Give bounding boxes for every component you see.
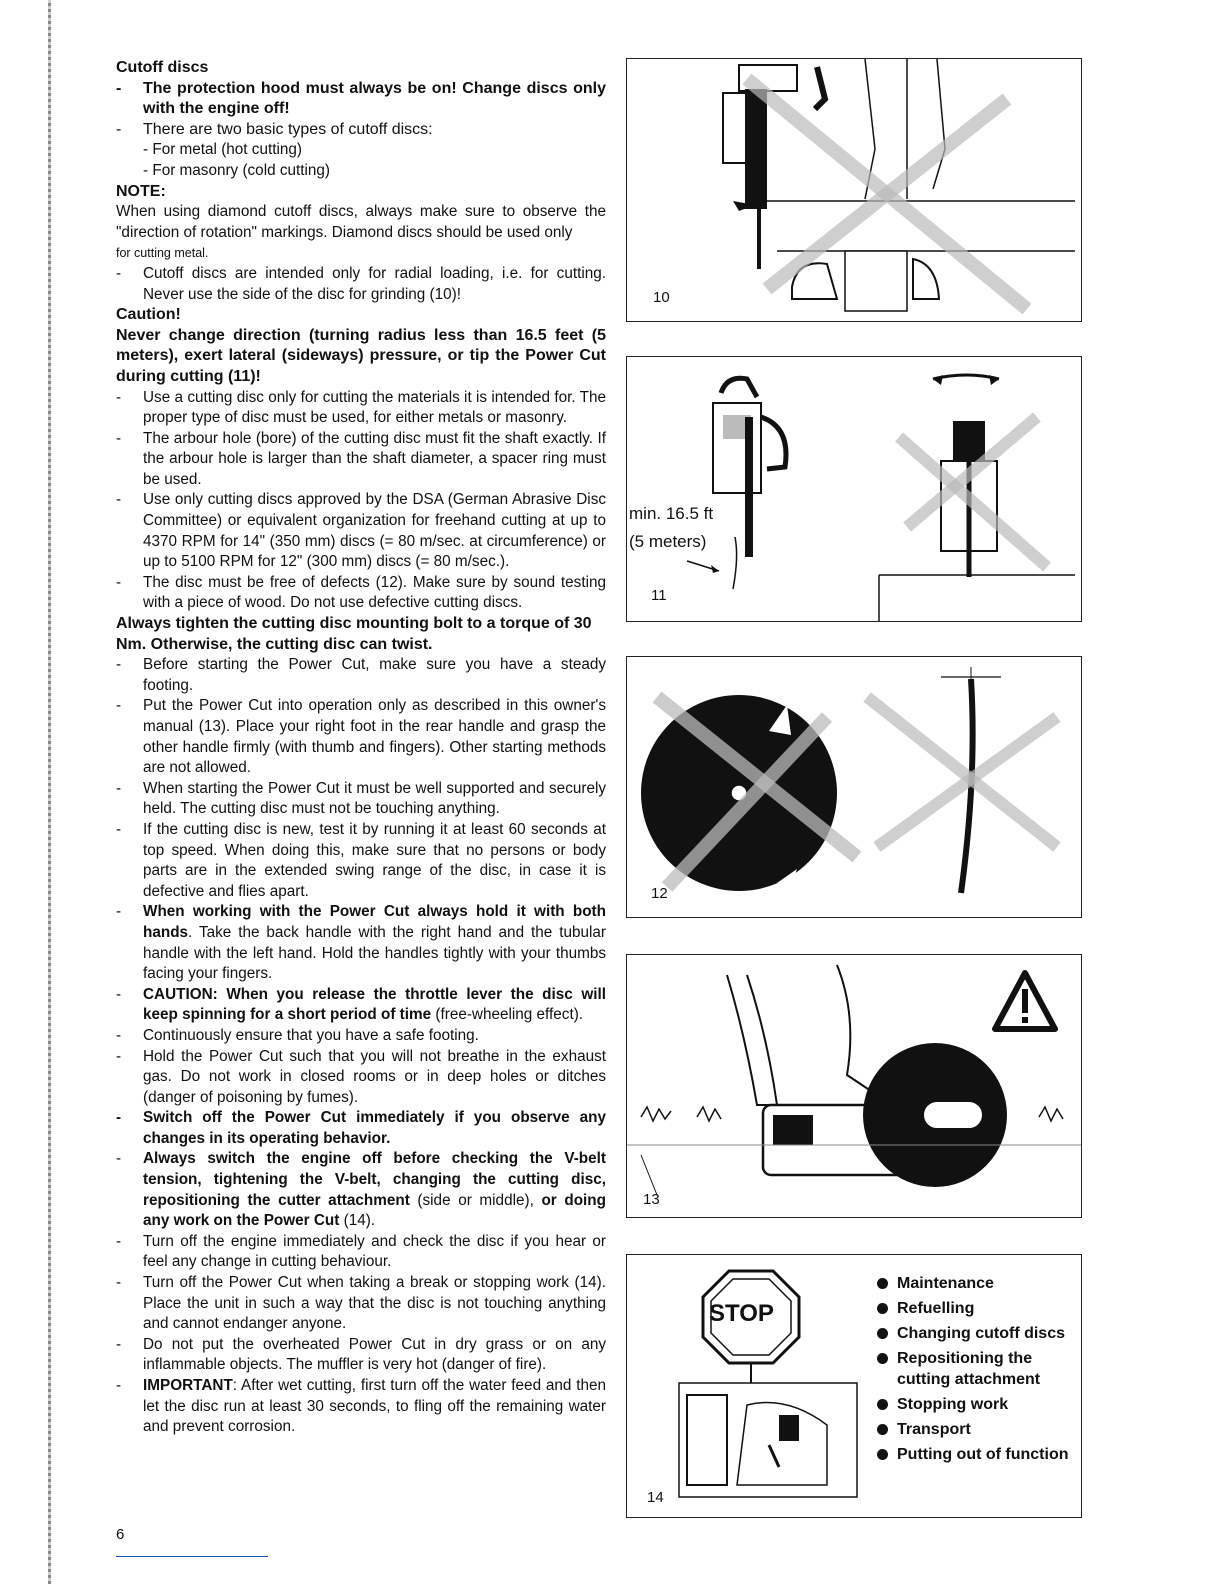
items2-list — [116, 655, 606, 1438]
intro-bold-item: - The protection hood must always be on! Change discs only with the engine off! — [116, 79, 606, 120]
list-item: - The arbour hole (bore) of the cutting disc must fit the shaft exactly. If the arbour hole is larger than the shaft diameter, a spacer ring must be used. — [116, 429, 606, 491]
figure-13-illustration — [627, 955, 1081, 1217]
figure-14-number: 14 — [647, 1489, 664, 1506]
stop-list — [877, 1273, 1081, 1469]
figure-10-illustration — [627, 59, 1081, 321]
stop-sign-text: STOP — [709, 1300, 774, 1327]
both-hands-item — [116, 902, 606, 984]
stop-list-item: Transport — [877, 1419, 1081, 1440]
figure-12-number: 12 — [651, 885, 668, 902]
throttle-rest: (free-wheeling effect). — [431, 1006, 584, 1024]
list-item: - Before starting the Power Cut, make sure you have a steady footing. — [116, 655, 606, 696]
footing-item: - Continuously ensure that you have a safe footing. — [116, 1026, 606, 1047]
figure-14 — [626, 1254, 1082, 1518]
list-item: - If the cutting disc is new, test it by running it at least 60 seconds at top speed. When doing this, make sure that no persons or body parts are in the extended swing range of the disc, in case it is defective and flies apart. — [116, 820, 606, 902]
figure-13-number: 13 — [643, 1191, 660, 1208]
figure-11-label-distance: min. 16.5 ft — [629, 504, 714, 523]
list-item: - Put the Power Cut into operation only as described in this owner's manual (13). Place your right foot in the rear handle and grasp the other handle firmly (with thumb and fingers). Other starting methods are not allowed. — [116, 696, 606, 778]
note-text: When using diamond cutoff discs, always make sure to observe the "direction of rotation" markings. Diamond discs should be used only — [116, 203, 606, 241]
text-column — [116, 58, 606, 1438]
stop-list-item: Refuelling — [877, 1298, 1081, 1319]
both-hands-rest: . Take the back handle with the right hand and the tubular handle with the left hand. Hold the handles tightly with your thumbs facing your fingers. — [143, 923, 606, 983]
stop-list-item: Repositioning the cutting attachment — [877, 1348, 1081, 1390]
vbelt-end: (14). — [339, 1212, 376, 1230]
binding-edge — [48, 0, 51, 1584]
vbelt-bold: Always switch the engine off before checking the V-belt tension, tightening the V-belt, changing the cutting disc, repositioning the cutter attachment — [143, 1150, 606, 1209]
figure-10 — [626, 58, 1082, 322]
list-item: - Use only cutting discs approved by the DSA (German Abrasive Disc Committee) or equivalent organization for freehand cutting at up to 4370 RPM for 14" (350 mm) discs (= 80 m/sec. at circumference) or up to 5100 RPM for 12" (300 mm) discs (= 80 m/sec.). — [116, 490, 606, 572]
vbelt-bold2: or doing any work on the Power Cut — [143, 1191, 606, 1230]
section-title: Cutoff discs — [116, 59, 209, 76]
list-item: - The disc must be free of defects (12). Make sure by sound testing with a piece of wood. Do not use defective cutting discs. — [116, 573, 606, 614]
page-number: 6 — [116, 1526, 125, 1543]
items1-list — [116, 388, 606, 615]
list-item: - Turn off the engine immediately and check the disc if you hear or feel any change in cutting behaviour. — [116, 1232, 606, 1273]
types-intro-item: - There are two basic types of cutoff discs: — [116, 120, 606, 141]
caution-bold: Never change direction (turning radius less than 16.5 feet (5 meters), exert lateral (sideways) pressure, or tip the Power Cut during cutting (11)! — [116, 326, 606, 385]
list-item: - When starting the Power Cut it must be well supported and securely held. The cutting disc must not be touching anything. — [116, 779, 606, 820]
switch-off-item: - Switch off the Power Cut immediately if you observe any changes in its operating behavior. — [116, 1108, 606, 1149]
list-item: - Use a cutting disc only for cutting the materials it is intended for. The proper type of disc must be used, for either metals or masonry. — [116, 388, 606, 429]
figure-11 — [626, 356, 1082, 622]
stop-list-item: Changing cutoff discs — [877, 1323, 1081, 1344]
caution-label: Caution! — [116, 306, 181, 324]
vbelt-item — [116, 1149, 606, 1231]
both-hands-bold: When working with the Power Cut always hold it with both hands — [143, 903, 606, 941]
intro-list — [116, 79, 606, 141]
stop-list-item: Putting out of function — [877, 1444, 1081, 1465]
type-masonry: - For masonry (cold cutting) — [143, 161, 331, 179]
stop-list-item: Stopping work — [877, 1394, 1081, 1415]
type-metal: - For metal (hot cutting) — [143, 141, 302, 159]
list-item: - Turn off the Power Cut when taking a break or stopping work (14). Place the unit in such a way that the disc is not touching anything and cannot endanger anyone. — [116, 1273, 606, 1335]
radial-list — [116, 264, 606, 305]
torque-bold: Always tighten the cutting disc mounting bolt to a torque of 30 Nm. Otherwise, the cutting disc can twist. — [116, 615, 592, 653]
figure-11-label-meters: (5 meters) — [629, 532, 707, 551]
figure-12-illustration — [627, 657, 1081, 917]
figure-10-number: 10 — [653, 289, 670, 306]
figure-11-number: 11 — [651, 587, 667, 604]
important-bold: IMPORTANT — [143, 1377, 233, 1394]
list-item: - Do not put the overheated Power Cut in dry grass or on any inflammable objects. The muffler is very hot (danger of fire). — [116, 1335, 606, 1376]
vbelt-mid: (side or middle), — [409, 1191, 542, 1209]
footer-line — [116, 1556, 268, 1557]
figure-12 — [626, 656, 1082, 918]
figure-13 — [626, 954, 1082, 1218]
radial-item: - Cutoff discs are intended only for radial loading, i.e. for cutting. Never use the side of the disc for grinding (10)! — [116, 264, 606, 305]
figure-11-illustration — [627, 357, 1081, 621]
throttle-item — [116, 985, 606, 1026]
important-item — [116, 1376, 606, 1438]
note-small: for cutting metal. — [116, 246, 209, 261]
throttle-bold: CAUTION: When you release the throttle lever the disc will keep spinning for a short period of time — [143, 985, 606, 1024]
exhaust-item: - Hold the Power Cut such that you will not breathe in the exhaust gas. Do not work in closed rooms or in deep holes or ditches (danger of poisoning by fumes). — [116, 1047, 606, 1109]
important-rest: : After wet cutting, first turn off the water feed and then let the disc run at least 30 seconds, to fling off the remaining water and prevent corrosion. — [143, 1377, 606, 1436]
stop-list-item: Maintenance — [877, 1273, 1081, 1294]
note-label: NOTE: — [116, 182, 166, 200]
